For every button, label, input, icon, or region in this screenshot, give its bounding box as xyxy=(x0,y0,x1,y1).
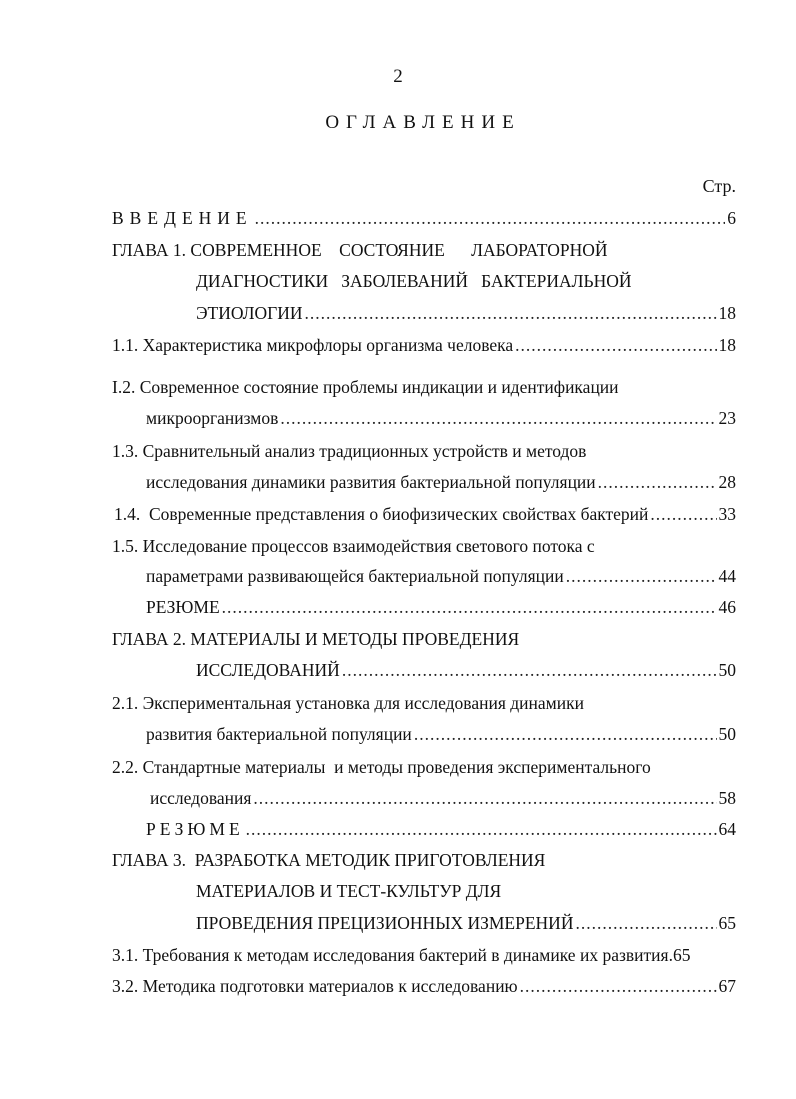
toc-entry-page: 67 xyxy=(718,976,736,996)
toc-section-2-1-line-1 xyxy=(112,690,584,716)
toc-chapter-1-line-1 xyxy=(112,237,608,263)
toc-entry-page: 50 xyxy=(718,660,736,680)
toc-chapter-3-line-3 xyxy=(196,910,736,936)
toc-section-2-2-line-1 xyxy=(112,754,651,780)
toc-entry-title: 1.5. Исследование процессов взаимодействия светового потока с xyxy=(112,536,595,556)
dot-leader xyxy=(246,816,717,842)
toc-section-1-2-line-1 xyxy=(112,374,619,400)
toc-entry-title: параметрами развивающейся бактериальной популяции xyxy=(146,566,564,586)
toc-entry-page: 65 xyxy=(672,945,691,965)
dot-leader xyxy=(222,594,717,620)
toc-section-1-1 xyxy=(112,332,736,358)
toc-chapter-3-line-2 xyxy=(196,878,501,904)
toc-entry-title: 2.1. Экспериментальная установка для исследования динамики xyxy=(112,693,584,713)
toc-section-1-2-line-2 xyxy=(146,405,736,431)
toc-section-2-1-line-2 xyxy=(146,721,736,747)
toc-entry-title: ГЛАВА 2. МАТЕРИАЛЫ И МЕТОДЫ ПРОВЕДЕНИЯ xyxy=(112,629,520,649)
toc-entry-title: ЭТИОЛОГИИ xyxy=(196,303,303,323)
dot-leader xyxy=(575,910,716,936)
dot-leader xyxy=(253,785,716,811)
toc-entry-title: 1.1. Характеристика микрофлоры организма человека xyxy=(112,335,514,355)
page-number: 2 xyxy=(393,66,403,87)
toc-entry-title: 1.4. Современные представления о биофизических свойствах бактерий xyxy=(114,504,649,524)
toc-chapter-2-line-2 xyxy=(196,657,736,683)
toc-entry-title: исследования динамики развития бактериальной популяции xyxy=(146,472,596,492)
toc-entry-title: 3.2. Методика подготовки материалов к исследованию xyxy=(112,976,518,996)
dot-leader xyxy=(650,501,716,527)
dot-leader xyxy=(566,563,717,589)
toc-entry-title: ПРОВЕДЕНИЯ ПРЕЦИЗИОННЫХ ИЗМЕРЕНИЙ xyxy=(196,913,574,933)
toc-entry-page: 64 xyxy=(718,819,736,839)
toc-entry-title: исследования xyxy=(150,788,252,808)
toc-entry-page: 44 xyxy=(718,566,736,586)
toc-entry-page: 50 xyxy=(718,724,736,744)
page-column-label: Стр. xyxy=(702,176,736,196)
toc-entry-page: 23 xyxy=(718,408,736,428)
toc-entry-page: 28 xyxy=(718,472,736,492)
toc-entry-title: 3.1. Требования к методам исследования бактерий в динамике их развития. xyxy=(112,945,673,965)
toc-entry-page: 18 xyxy=(718,303,736,323)
toc-entry-page: 6 xyxy=(727,208,736,228)
toc-summary-2 xyxy=(146,816,736,842)
dot-leader xyxy=(520,973,717,999)
toc-chapter-1-line-2 xyxy=(196,268,632,294)
dot-leader xyxy=(305,300,717,326)
toc-entry-title: ИССЛЕДОВАНИЙ xyxy=(196,660,340,680)
toc-entry-title: РЕЗЮМЕ xyxy=(146,597,220,617)
toc-section-3-2 xyxy=(112,973,736,999)
toc-entry-title: развития бактериальной популяции xyxy=(146,724,412,744)
toc-section-1-4 xyxy=(114,501,736,527)
toc-entry-page: 58 xyxy=(718,788,736,808)
dot-leader xyxy=(342,657,717,683)
toc-entry-title: ГЛАВА 3. РАЗРАБОТКА МЕТОДИК ПРИГОТОВЛЕНИЯ xyxy=(112,850,546,870)
toc-entry-page: 18 xyxy=(718,335,736,355)
dot-leader xyxy=(515,332,716,358)
toc-entry-title: ДИАГНОСТИКИ ЗАБОЛЕВАНИЙ БАКТЕРИАЛЬНОЙ xyxy=(196,271,632,291)
toc-section-2-2-line-2 xyxy=(150,785,736,811)
toc-section-1-3-line-2 xyxy=(146,469,736,495)
toc-entry-page: 46 xyxy=(718,597,736,617)
toc-summary-1 xyxy=(146,594,736,620)
toc-chapter-2-line-1 xyxy=(112,626,519,652)
toc-chapter-3-line-1 xyxy=(112,847,545,873)
toc-entry-title: ВВЕДЕНИЕ xyxy=(112,208,253,228)
dot-leader xyxy=(280,405,716,431)
toc-section-1-3-line-1 xyxy=(112,438,586,464)
toc-entry-title: РЕЗЮМЕ xyxy=(146,819,244,839)
dot-leader xyxy=(598,469,717,495)
toc-entry-introduction xyxy=(112,205,736,231)
toc-section-1-5-line-1 xyxy=(112,533,595,559)
toc-section-1-5-line-2 xyxy=(146,563,736,589)
toc-section-3-1 xyxy=(112,942,736,968)
toc-entry-page: 65 xyxy=(718,913,736,933)
toc-entry-title: 1.3. Сравнительный анализ традиционных устройств и методов xyxy=(112,441,587,461)
dot-leader xyxy=(255,205,726,231)
toc-entry-page: 33 xyxy=(718,504,736,524)
toc-entry-title: I.2. Современное состояние проблемы индикации и идентификации xyxy=(112,377,619,397)
toc-entry-title: ГЛАВА 1. СОВРЕМЕННОЕ СОСТОЯНИЕ ЛАБОРАТОРНОЙ xyxy=(112,240,608,260)
toc-entry-title: 2.2. Стандартные материалы и методы проведения экспериментального xyxy=(112,757,651,777)
dot-leader xyxy=(414,721,717,747)
toc-chapter-1-line-3 xyxy=(196,300,736,326)
toc-entry-title: МАТЕРИАЛОВ И ТЕСТ-КУЛЬТУР ДЛЯ xyxy=(196,881,502,901)
toc-entry-title: микроорганизмов xyxy=(146,408,279,428)
toc-heading: ОГЛАВЛЕНИЕ xyxy=(325,112,521,133)
